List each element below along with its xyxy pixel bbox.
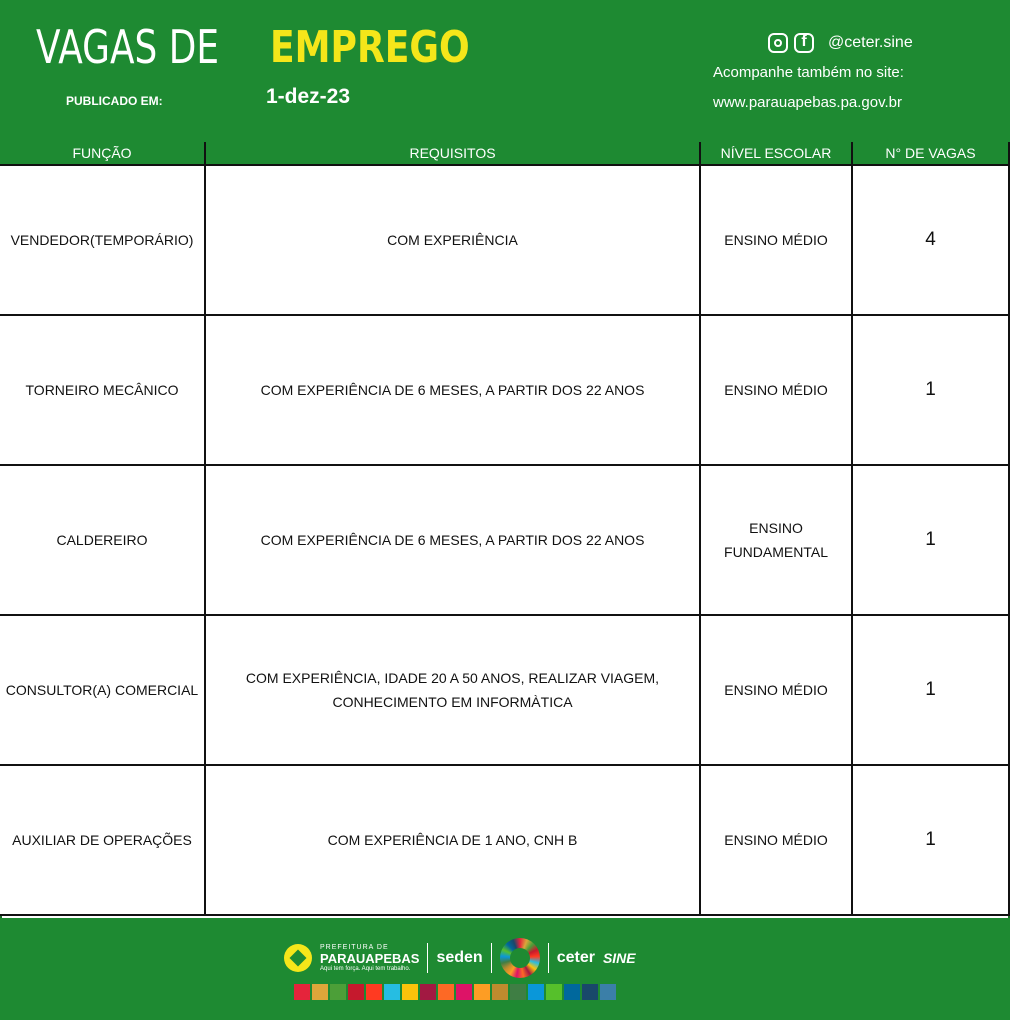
table-row xyxy=(0,316,1010,466)
col-header-requisitos: REQUISITOS xyxy=(206,142,701,166)
sdg-icon xyxy=(528,984,544,1000)
facebook-icon[interactable]: f xyxy=(794,33,814,53)
prefeitura-logo: PREFEITURA DE PARAUAPEBAS Aqui tem força. Aqui tem trabalho. xyxy=(320,943,420,972)
cell-nivel: ENSINO MÉDIO xyxy=(701,316,853,466)
cell-vagas: 1 xyxy=(853,466,1010,616)
sdg-icon xyxy=(384,984,400,1000)
sdg-icon xyxy=(510,984,526,1000)
cell-funcao: CALDEREIRO xyxy=(0,466,206,616)
sdg-icon xyxy=(582,984,598,1000)
instagram-icon[interactable] xyxy=(768,33,788,53)
sdg-icon xyxy=(492,984,508,1000)
cell-requisitos: COM EXPERIÊNCIA xyxy=(206,166,701,316)
desenvolve-seal-icon xyxy=(500,938,540,978)
sdg-icon xyxy=(456,984,472,1000)
social-links xyxy=(768,30,913,56)
ceter-logo: ceter xyxy=(556,949,595,966)
cell-nivel: ENSINO MÉDIO xyxy=(701,166,853,316)
title-emprego: EMPREGO xyxy=(270,22,470,73)
divider xyxy=(427,943,428,973)
table-row xyxy=(0,166,1010,316)
col-header-nivel: NÍVEL ESCOLAR xyxy=(701,142,853,166)
table-row xyxy=(0,616,1010,766)
cell-vagas: 1 xyxy=(853,616,1010,766)
table-header xyxy=(0,142,1010,166)
follow-text: Acompanhe também no site: xyxy=(713,64,904,81)
published-label: PUBLICADO EM: xyxy=(66,94,163,108)
cell-nivel: ENSINO MÉDIO xyxy=(701,616,853,766)
seden-logo: seden xyxy=(436,949,483,966)
cell-requisitos: COM EXPERIÊNCIA, IDADE 20 A 50 ANOS, REALIZAR VIAGEM, CONHECIMENTO EM INFORMÀTICA xyxy=(206,616,701,766)
table-row xyxy=(0,466,1010,616)
cell-vagas: 1 xyxy=(853,766,1010,916)
sdg-icon xyxy=(600,984,616,1000)
cell-nivel: ENSINO FUNDAMENTAL xyxy=(701,466,853,616)
cell-vagas: 1 xyxy=(853,316,1010,466)
sdg-icon xyxy=(438,984,454,1000)
jobs-table xyxy=(0,142,1010,916)
cell-funcao: TORNEIRO MECÂNICO xyxy=(0,316,206,466)
cell-funcao: CONSULTOR(A) COMERCIAL xyxy=(0,616,206,766)
cell-funcao: VENDEDOR(TEMPORÁRIO) xyxy=(0,166,206,316)
sdg-icon xyxy=(330,984,346,1000)
site-url[interactable]: www.parauapebas.pa.gov.br xyxy=(713,94,903,111)
sdg-icon xyxy=(312,984,328,1000)
sdg-icon xyxy=(294,984,310,1000)
cell-requisitos: COM EXPERIÊNCIA DE 6 MESES, A PARTIR DOS 22 ANOS xyxy=(206,466,701,616)
footer-banner xyxy=(0,918,1010,1020)
divider xyxy=(491,943,492,973)
sdg-icon xyxy=(564,984,580,1000)
sdg-icons-strip xyxy=(294,984,616,1000)
prefeitura-logo-icon xyxy=(284,944,312,972)
sdg-icon xyxy=(546,984,562,1000)
sine-logo: SINE xyxy=(602,950,636,966)
social-handle[interactable]: @ceter.sine xyxy=(828,34,913,51)
divider xyxy=(548,943,549,973)
col-header-funcao: FUNÇÃO xyxy=(0,142,206,166)
sdg-icon xyxy=(420,984,436,1000)
sdg-icon xyxy=(474,984,490,1000)
cell-requisitos: COM EXPERIÊNCIA DE 1 ANO, CNH B xyxy=(206,766,701,916)
partner-logos xyxy=(284,938,636,978)
title-vagas-de: VAGAS DE xyxy=(36,20,219,74)
cell-nivel: ENSINO MÉDIO xyxy=(701,766,853,916)
cell-vagas: 4 xyxy=(853,166,1010,316)
col-header-vagas: N° DE VAGAS xyxy=(853,142,1010,166)
cell-requisitos: COM EXPERIÊNCIA DE 6 MESES, A PARTIR DOS 22 ANOS xyxy=(206,316,701,466)
published-date: 1-dez-23 xyxy=(266,85,351,108)
header-banner xyxy=(0,0,1010,142)
sdg-icon xyxy=(402,984,418,1000)
sdg-icon xyxy=(366,984,382,1000)
sdg-icon xyxy=(348,984,364,1000)
table-row xyxy=(0,766,1010,916)
cell-funcao: AUXILIAR DE OPERAÇÕES xyxy=(0,766,206,916)
